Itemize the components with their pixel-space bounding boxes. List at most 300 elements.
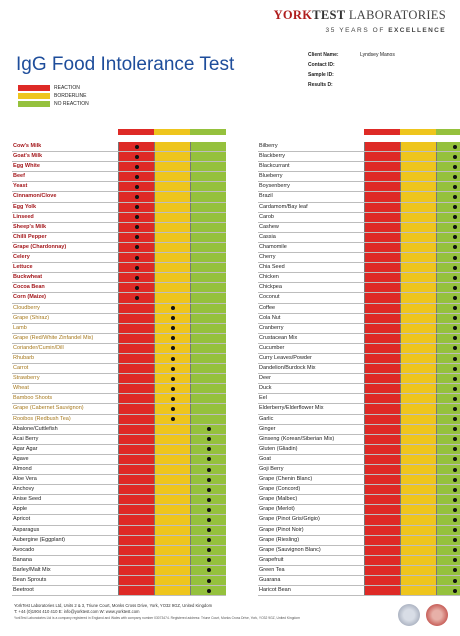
result-dot bbox=[453, 498, 457, 502]
result-cell-no-reaction bbox=[190, 182, 226, 191]
food-name: Apple bbox=[13, 506, 28, 513]
food-row bbox=[12, 445, 226, 455]
result-cell-no-reaction bbox=[190, 415, 226, 424]
result-dot bbox=[453, 397, 457, 401]
result-cell-borderline bbox=[400, 536, 436, 545]
result-cell-reaction bbox=[364, 273, 400, 282]
food-row bbox=[12, 495, 226, 505]
result-dot bbox=[453, 357, 457, 361]
result-dot bbox=[135, 165, 139, 169]
result-dot bbox=[453, 589, 457, 593]
result-dot bbox=[207, 548, 211, 552]
result-dot bbox=[453, 568, 457, 572]
food-row bbox=[12, 394, 226, 404]
result-dot bbox=[171, 407, 175, 411]
result-cell-reaction bbox=[118, 243, 154, 252]
result-dot bbox=[453, 346, 457, 350]
result-cell-borderline bbox=[154, 354, 190, 363]
result-dot bbox=[453, 387, 457, 391]
result-cell-borderline bbox=[400, 475, 436, 484]
result-cell-borderline bbox=[400, 344, 436, 353]
result-cell-no-reaction bbox=[190, 404, 226, 413]
result-cell-reaction bbox=[364, 465, 400, 474]
food-row bbox=[12, 142, 226, 152]
food-row bbox=[258, 162, 460, 172]
award-seal-icon bbox=[426, 604, 448, 626]
food-row bbox=[12, 415, 226, 425]
result-cell-reaction bbox=[364, 586, 400, 595]
food-row bbox=[12, 152, 226, 162]
food-name: Grape (Concord) bbox=[259, 486, 301, 493]
result-cell-no-reaction bbox=[190, 324, 226, 333]
result-cell-borderline bbox=[154, 203, 190, 212]
food-row bbox=[12, 505, 226, 515]
food-row bbox=[12, 243, 226, 253]
result-cell-reaction bbox=[118, 515, 154, 524]
food-row bbox=[258, 576, 460, 586]
results-date-label: Results D: bbox=[308, 82, 333, 88]
result-cell-no-reaction bbox=[190, 334, 226, 343]
food-row bbox=[12, 425, 226, 435]
result-cell-no-reaction bbox=[436, 475, 460, 484]
result-dot bbox=[453, 377, 457, 381]
result-cell-reaction bbox=[118, 293, 154, 302]
tagline-prefix: 35 YEARS OF bbox=[325, 27, 389, 34]
result-cell-no-reaction bbox=[436, 203, 460, 212]
result-cell-no-reaction bbox=[436, 263, 460, 272]
result-cell-reaction bbox=[364, 192, 400, 201]
result-dot bbox=[453, 558, 457, 562]
result-cell-no-reaction bbox=[436, 223, 460, 232]
food-row bbox=[12, 182, 226, 192]
result-cell-no-reaction bbox=[436, 505, 460, 514]
food-name: Lettuce bbox=[13, 264, 33, 271]
result-cell-no-reaction bbox=[190, 283, 226, 292]
result-cell-reaction bbox=[118, 485, 154, 494]
food-row bbox=[258, 182, 460, 192]
food-row bbox=[258, 425, 460, 435]
result-cell-reaction bbox=[118, 374, 154, 383]
result-cell-no-reaction bbox=[436, 384, 460, 393]
tagline-excellence: EXCELLENCE bbox=[388, 27, 446, 34]
footer-address: YorkTest Laboratories Ltd, Units 2 & 3, Triune Court, Monks Cross Drive, York, YO32 9GZ, United Kingdom bbox=[14, 603, 213, 608]
result-cell-borderline bbox=[154, 566, 190, 575]
result-cell-borderline bbox=[154, 445, 190, 454]
food-name: Ginger bbox=[259, 425, 276, 432]
result-cell-reaction bbox=[364, 233, 400, 242]
result-dot bbox=[453, 538, 457, 542]
result-cell-reaction bbox=[118, 586, 154, 595]
food-row bbox=[258, 515, 460, 525]
result-cell-borderline bbox=[154, 253, 190, 262]
result-cell-no-reaction bbox=[190, 465, 226, 474]
food-row bbox=[258, 142, 460, 152]
food-row bbox=[12, 515, 226, 525]
food-name: Grape (Merlot) bbox=[259, 506, 295, 513]
result-dot bbox=[453, 155, 457, 159]
result-cell-no-reaction bbox=[190, 213, 226, 222]
food-name: Chia Seed bbox=[259, 264, 285, 271]
result-cell-no-reaction bbox=[436, 172, 460, 181]
food-name: Crustacean Mix bbox=[259, 334, 298, 341]
result-cell-no-reaction bbox=[190, 233, 226, 242]
result-cell-no-reaction bbox=[190, 253, 226, 262]
result-dot bbox=[135, 225, 139, 229]
result-cell-reaction bbox=[364, 455, 400, 464]
food-name: Chickpea bbox=[259, 284, 282, 291]
page-title: IgG Food Intolerance Test bbox=[16, 54, 235, 75]
result-cell-borderline bbox=[154, 172, 190, 181]
result-cell-no-reaction bbox=[190, 586, 226, 595]
result-cell-no-reaction bbox=[436, 465, 460, 474]
result-cell-no-reaction bbox=[436, 576, 460, 585]
food-name: Cashew bbox=[259, 223, 279, 230]
food-row bbox=[258, 374, 460, 384]
result-cell-reaction bbox=[118, 546, 154, 555]
result-dot bbox=[207, 498, 211, 502]
result-cell-borderline bbox=[400, 253, 436, 262]
result-cell-no-reaction bbox=[436, 445, 460, 454]
food-row bbox=[12, 536, 226, 546]
result-cell-borderline bbox=[400, 243, 436, 252]
footer-registration: YorkTest Laboratories Ltd is a company registered in England and Wales with company number 03073474. Registered address: Triune Court, Monks Cross Drive, York, YO32 9GZ, United Kingdom bbox=[14, 616, 300, 620]
food-row bbox=[258, 344, 460, 354]
food-name: Egg Yolk bbox=[13, 203, 37, 210]
result-dot bbox=[453, 508, 457, 512]
result-cell-reaction bbox=[118, 475, 154, 484]
result-cell-borderline bbox=[400, 283, 436, 292]
food-row bbox=[258, 566, 460, 576]
result-dot bbox=[207, 518, 211, 522]
result-dot bbox=[453, 407, 457, 411]
result-cell-borderline bbox=[154, 374, 190, 383]
result-dot bbox=[453, 488, 457, 492]
food-name: Cinnamon/Clove bbox=[13, 193, 57, 200]
result-cell-borderline bbox=[400, 334, 436, 343]
result-cell-borderline bbox=[400, 526, 436, 535]
food-row bbox=[12, 162, 226, 172]
result-dot bbox=[207, 568, 211, 572]
result-cell-borderline bbox=[400, 576, 436, 585]
result-cell-borderline bbox=[400, 233, 436, 242]
client-name-value: Lyndsey Manos bbox=[360, 52, 395, 58]
result-cell-no-reaction bbox=[436, 213, 460, 222]
result-dot bbox=[135, 286, 139, 290]
result-cell-reaction bbox=[118, 334, 154, 343]
result-cell-borderline bbox=[154, 192, 190, 201]
result-cell-borderline bbox=[400, 162, 436, 171]
food-name: Anise Seed bbox=[13, 496, 42, 503]
result-cell-reaction bbox=[118, 142, 154, 151]
result-cell-borderline bbox=[400, 384, 436, 393]
result-dot bbox=[135, 256, 139, 260]
result-dot bbox=[453, 165, 457, 169]
result-cell-no-reaction bbox=[436, 374, 460, 383]
result-cell-reaction bbox=[364, 162, 400, 171]
result-cell-no-reaction bbox=[436, 273, 460, 282]
food-row bbox=[258, 243, 460, 253]
legend-label: REACTION bbox=[54, 84, 80, 91]
food-row bbox=[258, 526, 460, 536]
result-cell-borderline bbox=[400, 566, 436, 575]
result-cell-no-reaction bbox=[190, 546, 226, 555]
result-cell-reaction bbox=[364, 142, 400, 151]
food-name: Anchovy bbox=[13, 486, 35, 493]
result-dot bbox=[207, 558, 211, 562]
food-row bbox=[12, 233, 226, 243]
result-cell-reaction bbox=[118, 384, 154, 393]
result-dot bbox=[453, 447, 457, 451]
food-name: Abalone/Cuttlefish bbox=[13, 425, 58, 432]
food-row bbox=[258, 475, 460, 485]
food-name: Sheep's Milk bbox=[13, 223, 47, 230]
result-cell-no-reaction bbox=[436, 495, 460, 504]
result-cell-no-reaction bbox=[436, 404, 460, 413]
legend-label: NO REACTION bbox=[54, 100, 89, 107]
result-dot bbox=[453, 296, 457, 300]
food-name: Grape (Malbec) bbox=[259, 496, 298, 503]
food-row bbox=[12, 566, 226, 576]
legend-item bbox=[18, 84, 89, 91]
food-name: Ginseng (Korean/Siberian Mix) bbox=[259, 435, 335, 442]
food-name: Boysenberry bbox=[259, 183, 290, 190]
result-cell-reaction bbox=[118, 425, 154, 434]
result-cell-reaction bbox=[364, 203, 400, 212]
result-dot bbox=[453, 326, 457, 330]
result-dot bbox=[135, 245, 139, 249]
food-row bbox=[258, 283, 460, 293]
food-name: Asparagus bbox=[13, 526, 40, 533]
result-dot bbox=[207, 528, 211, 532]
food-name: Carrot bbox=[13, 365, 29, 372]
results-table-left bbox=[12, 142, 226, 596]
food-name: Grape (Shiraz) bbox=[13, 314, 50, 321]
result-cell-borderline bbox=[154, 485, 190, 494]
result-dot bbox=[207, 579, 211, 583]
result-dot bbox=[207, 589, 211, 593]
result-dot bbox=[171, 387, 175, 391]
result-dot bbox=[453, 185, 457, 189]
result-cell-reaction bbox=[364, 425, 400, 434]
food-row bbox=[258, 203, 460, 213]
food-name: Almond bbox=[13, 466, 32, 472]
result-cell-no-reaction bbox=[436, 566, 460, 575]
result-dot bbox=[135, 155, 139, 159]
result-dot bbox=[453, 367, 457, 371]
result-cell-no-reaction bbox=[436, 192, 460, 201]
result-cell-borderline bbox=[400, 374, 436, 383]
food-name: Coconut bbox=[259, 294, 280, 301]
result-dot bbox=[135, 235, 139, 239]
result-dot bbox=[453, 266, 457, 270]
contact-id-row bbox=[308, 60, 395, 70]
result-dot bbox=[453, 306, 457, 310]
food-name: Cherry bbox=[259, 254, 276, 261]
result-cell-borderline bbox=[154, 455, 190, 464]
result-dot bbox=[453, 205, 457, 209]
result-cell-reaction bbox=[364, 223, 400, 232]
food-name: Green Tea bbox=[259, 566, 285, 573]
food-row bbox=[258, 273, 460, 283]
result-dot bbox=[207, 447, 211, 451]
food-row bbox=[258, 364, 460, 374]
food-row bbox=[258, 404, 460, 414]
food-name: Cardamom/Bay leaf bbox=[259, 203, 308, 210]
food-name: Celery bbox=[13, 254, 30, 261]
result-cell-reaction bbox=[118, 182, 154, 191]
results-date-row bbox=[308, 80, 395, 90]
result-cell-borderline bbox=[400, 546, 436, 555]
result-cell-borderline bbox=[154, 536, 190, 545]
result-cell-reaction bbox=[118, 495, 154, 504]
accreditation-seal-icon bbox=[398, 604, 420, 626]
result-dot bbox=[453, 276, 457, 280]
result-dot bbox=[453, 417, 457, 421]
result-cell-reaction bbox=[364, 253, 400, 262]
result-cell-no-reaction bbox=[190, 263, 226, 272]
food-name: Grape (Chenin Blanc) bbox=[259, 476, 313, 483]
food-name: Deer bbox=[259, 375, 271, 382]
result-dot bbox=[207, 427, 211, 431]
food-name: Cola Nut bbox=[259, 314, 281, 321]
result-cell-reaction bbox=[118, 314, 154, 323]
result-cell-reaction bbox=[364, 243, 400, 252]
logo-test: TEST bbox=[312, 8, 346, 22]
result-cell-reaction bbox=[118, 192, 154, 201]
result-cell-no-reaction bbox=[436, 233, 460, 242]
result-cell-no-reaction bbox=[436, 304, 460, 313]
result-dot bbox=[171, 316, 175, 320]
result-cell-borderline bbox=[400, 505, 436, 514]
result-cell-no-reaction bbox=[190, 495, 226, 504]
food-row bbox=[258, 485, 460, 495]
food-name: Brazil bbox=[259, 193, 273, 200]
result-dot bbox=[453, 457, 457, 461]
result-cell-borderline bbox=[154, 152, 190, 161]
food-name: Lamb bbox=[13, 324, 27, 331]
result-dot bbox=[171, 326, 175, 330]
food-name: Grape (Cabernet Sauvignon) bbox=[13, 405, 84, 412]
food-name: Corn (Maize) bbox=[13, 294, 46, 301]
food-name: Guarana bbox=[259, 577, 281, 584]
food-row bbox=[258, 455, 460, 465]
result-cell-reaction bbox=[364, 394, 400, 403]
legend-item bbox=[18, 92, 89, 99]
column-header-borderline-right bbox=[400, 129, 436, 135]
result-dot bbox=[207, 457, 211, 461]
food-row bbox=[12, 192, 226, 202]
food-name: Barley/Malt Mix bbox=[13, 566, 51, 573]
result-dot bbox=[171, 357, 175, 361]
result-dot bbox=[453, 175, 457, 179]
food-name: Wheat bbox=[13, 385, 29, 392]
food-row bbox=[12, 404, 226, 414]
result-cell-reaction bbox=[118, 455, 154, 464]
result-dot bbox=[453, 145, 457, 149]
result-cell-borderline bbox=[400, 394, 436, 403]
result-cell-borderline bbox=[154, 162, 190, 171]
result-dot bbox=[453, 286, 457, 290]
result-dot bbox=[453, 215, 457, 219]
food-row bbox=[258, 263, 460, 273]
legend-item bbox=[18, 100, 89, 107]
legend bbox=[18, 84, 89, 108]
result-cell-no-reaction bbox=[436, 182, 460, 191]
result-cell-borderline bbox=[154, 435, 190, 444]
result-cell-reaction bbox=[364, 475, 400, 484]
food-name: Bean Sprouts bbox=[13, 577, 47, 584]
result-dot bbox=[453, 316, 457, 320]
food-name: Garlic bbox=[259, 415, 274, 422]
result-dot bbox=[453, 548, 457, 552]
result-cell-reaction bbox=[364, 495, 400, 504]
food-name: Curry Leaves/Powder bbox=[259, 354, 312, 361]
result-cell-reaction bbox=[118, 253, 154, 262]
result-cell-no-reaction bbox=[436, 324, 460, 333]
food-name: Beetroot bbox=[13, 587, 34, 594]
result-cell-reaction bbox=[118, 556, 154, 565]
result-cell-no-reaction bbox=[436, 415, 460, 424]
result-cell-no-reaction bbox=[190, 485, 226, 494]
food-row bbox=[258, 505, 460, 515]
food-name: Blueberry bbox=[259, 173, 283, 180]
result-cell-reaction bbox=[118, 526, 154, 535]
result-cell-reaction bbox=[118, 445, 154, 454]
result-cell-reaction bbox=[364, 324, 400, 333]
food-row bbox=[12, 263, 226, 273]
food-name: Strawberry bbox=[13, 375, 40, 382]
legend-swatch bbox=[18, 85, 50, 91]
food-row bbox=[12, 253, 226, 263]
legend-swatch bbox=[18, 101, 50, 107]
result-cell-borderline bbox=[154, 546, 190, 555]
result-cell-borderline bbox=[400, 586, 436, 595]
food-name: Carob bbox=[259, 213, 274, 220]
food-name: Cloudberry bbox=[13, 304, 40, 311]
result-cell-borderline bbox=[154, 304, 190, 313]
result-cell-reaction bbox=[364, 354, 400, 363]
result-cell-borderline bbox=[154, 394, 190, 403]
result-dot bbox=[135, 276, 139, 280]
footer-contact: T: +44 (0)1904 410 410 E: info@yorktest.com W: www.yorktest.com bbox=[14, 609, 140, 614]
result-cell-no-reaction bbox=[190, 304, 226, 313]
result-cell-reaction bbox=[364, 374, 400, 383]
food-name: Apricot bbox=[13, 516, 31, 523]
result-cell-borderline bbox=[154, 142, 190, 151]
result-cell-borderline bbox=[154, 526, 190, 535]
result-cell-no-reaction bbox=[436, 526, 460, 535]
result-cell-no-reaction bbox=[190, 152, 226, 161]
legend-label: BORDERLINE bbox=[54, 92, 87, 99]
result-cell-reaction bbox=[118, 566, 154, 575]
result-cell-no-reaction bbox=[190, 445, 226, 454]
food-row bbox=[12, 334, 226, 344]
food-row bbox=[258, 536, 460, 546]
food-name: Duck bbox=[259, 385, 272, 392]
result-cell-no-reaction bbox=[190, 203, 226, 212]
result-dot bbox=[453, 478, 457, 482]
result-cell-borderline bbox=[154, 576, 190, 585]
result-cell-reaction bbox=[364, 556, 400, 565]
result-cell-reaction bbox=[118, 354, 154, 363]
column-header-reaction-right bbox=[364, 129, 400, 135]
result-cell-borderline bbox=[154, 465, 190, 474]
food-row bbox=[12, 576, 226, 586]
food-row bbox=[258, 253, 460, 263]
food-name: Avocado bbox=[13, 546, 35, 553]
contact-id-label: Contact ID: bbox=[308, 62, 335, 68]
food-row bbox=[258, 293, 460, 303]
